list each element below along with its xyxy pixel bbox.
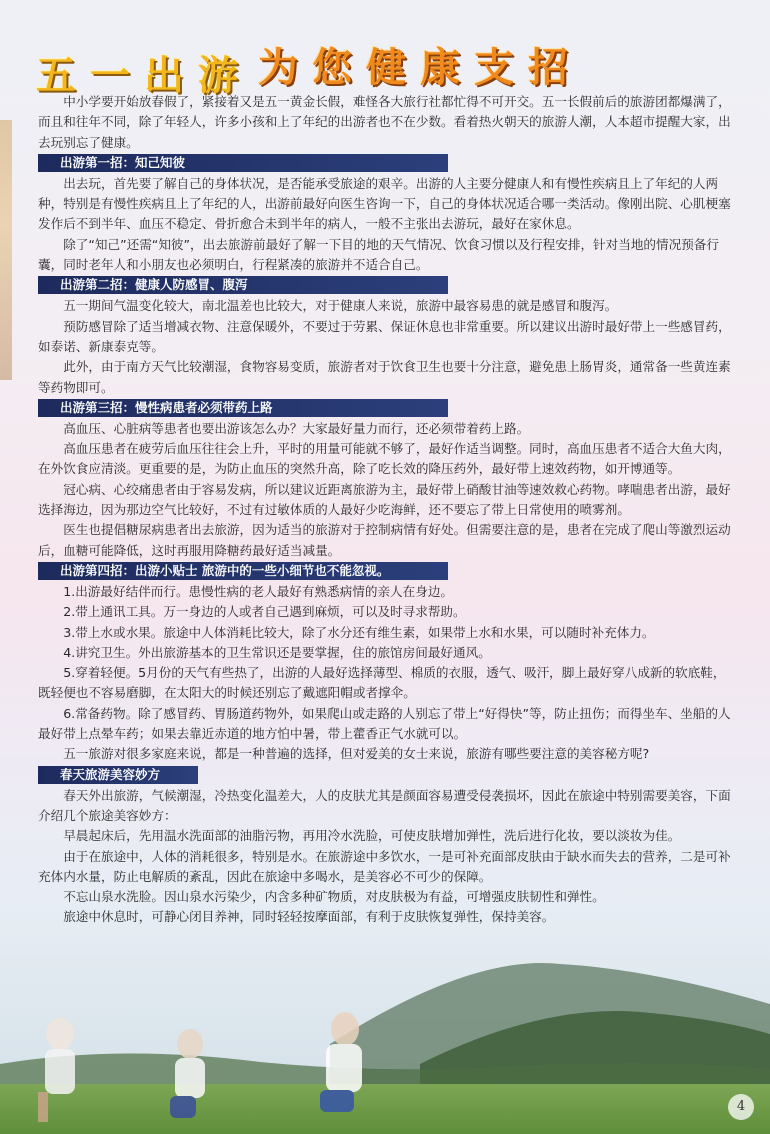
- tip-item: 2.带上通讯工具。万一身边的人或者自己遇到麻烦，可以及时寻求帮助。: [63, 604, 466, 620]
- paragraph: 高血压患者在疲劳后血压往往会上升，平时的用量可能就不够了，最好作适当调整。同时，高血压患者不适合大鱼大肉，在外饮食应清淡。更重要的是，为防止血压的突然升高，除了吃长效的降压药外，最好带上速效药物，如开博通等。: [38, 441, 731, 477]
- scenery-background: [0, 894, 770, 1134]
- paragraph: 预防感冒除了适当增减衣物、注意保暖外，不要过于劳累、保证休息也非常重要。所以建议出游时最好带上一些感冒药，如泰诺、新康泰克等。: [38, 318, 731, 354]
- paragraph: 冠心病、心绞痛患者由于容易发病，所以建议近距离旅游为主，最好带上硝酸甘油等速效救心药物。哮喘患者出游，最好选择海边，因为那边空气比较好，不过有过敏体质的人最好少吃海鲜，还不要忘了带上日常使用的喷雾剂。: [38, 481, 731, 518]
- section-heading: 出游第四招：出游小贴士 旅游中的一些小细节也不能忽视。: [38, 562, 448, 580]
- paragraph: 五一旅游对很多家庭来说，都是一种普遍的选择，但对爱美的女士来说，旅游有哪些要注意的美容秘方呢?: [63, 746, 650, 762]
- paragraph: 除了“知己”还需“知彼”，出去旅游前最好了解一下目的地的天气情况、饮食习惯以及行程安排，针对当地的情况预备行囊，同时老年人和小朋友也必须明白，行程紧凑的旅游并不适合自己。: [38, 236, 719, 273]
- title-part-1: 五一出游: [36, 52, 252, 99]
- section-heading: 春天旅游美容妙方: [38, 766, 198, 784]
- page-title: [0, 36, 770, 99]
- paragraph: 高血压、心脏病等患者也要出游该怎么办？大家最好量力而行，还必须带着药上路。: [63, 420, 530, 436]
- page-number: 4: [728, 1094, 754, 1120]
- paragraph: 此外，由于南方天气比较潮湿，食物容易变质，旅游者对于饮食卫生也要十分注意，避免患上肠胃炎，通常备一些黄连素等药物即可。: [38, 359, 731, 395]
- section-heading: 出游第一招：知己知彼: [38, 154, 448, 172]
- tip-item: 3.带上水或水果。旅途中人体消耗比较大，除了水分还有维生素，如果带上水和水果，可以随时补充体力。: [63, 624, 655, 640]
- paragraph: 春天外出旅游，气候潮湿，冷热变化温差大，人的皮肤尤其是颜面容易遭受侵袭损坏，因此在旅途中特别需要美容，下面介绍几个旅途美容妙方：: [38, 787, 731, 823]
- paragraph: 不忘山泉水洗脸。因山泉水污染少，内含多种矿物质，对皮肤极为有益，可增强皮肤韧性和弹性。: [63, 889, 605, 905]
- section-heading: 出游第三招：慢性病患者必须带药上路: [38, 399, 448, 417]
- paragraph: 早晨起床后，先用温水洗面部的油脂污物，再用冷水洗脸，可使皮肤增加弹性，洗后进行化妆，要以淡妆为佳。: [63, 828, 681, 844]
- paragraph: 五一期间气温变化较大，南北温差也比较大，对于健康人来说，旅游中最容易患的就是感冒和腹泻。: [63, 298, 618, 314]
- article-body: [38, 92, 738, 928]
- title-part-2: 为您健康支招: [258, 44, 582, 91]
- left-photo-strip: [0, 120, 12, 380]
- paragraph: 医生也提倡糖尿病患者出去旅游，因为适当的旅游对于控制病情有好处。但需要注意的是，患者在完成了爬山等激烈运动后，血糖可能降低，这时再服用降糖药最好适当减量。: [38, 522, 731, 558]
- grass-field: [0, 1084, 770, 1134]
- intro-paragraph: 中小学要开始放春假了，紧接着又是五一黄金长假，难怪各大旅行社都忙得不可开交。五一长假前后的旅游团都爆满了，而且和往年不同，除了年轻人，许多小孩和上了年纪的出游者也不在少数。看着热火朝天的旅游人潮，人本超市提醒大家，出去玩别忘了健康。: [38, 94, 731, 150]
- tip-item: 4.讲究卫生。外出旅游基本的卫生常识还是要掌握，住的旅馆房间最好通风。: [63, 644, 491, 660]
- tip-item: 5.穿着轻便。5月份的天气有些热了，出游的人最好选择薄型、棉质的衣服，透气、吸汗，脚上最好穿八成新的软底鞋，既轻便也不容易磨脚，在太阳大的时候还别忘了戴遮阳帽或者撑伞。: [38, 665, 726, 701]
- paragraph: 旅途中休息时，可静心闭目养神，同时轻轻按摩面部，有利于皮肤恢复弹性，保持美容。: [63, 909, 555, 925]
- tip-item: 6.常备药物。除了感冒药、胃肠道药物外，如果爬山或走路的人别忘了带上“好得快”等，防止扭伤；而得坐车、坐船的人最好带上点晕车药；如果去靠近赤道的地方怕中暑，带上藿香正气水就可以。: [38, 705, 731, 742]
- tip-item: 1.出游最好结伴而行。患慢性病的老人最好有熟悉病情的亲人在身边。: [63, 583, 454, 599]
- section-heading: 出游第二招：健康人防感冒、腹泻: [38, 276, 448, 294]
- paragraph: 由于在旅途中，人体的消耗很多，特别是水。在旅游途中多饮水，一是可补充面部皮肤由于缺水而失去的营养，二是可补充体内水量，防止电解质的紊乱，因此在旅途中多喝水，是美容必不可少的保障。: [38, 848, 731, 884]
- paragraph: 出去玩，首先要了解自己的身体状况，是否能承受旅途的艰辛。出游的人主要分健康人和有慢性疾病且上了年纪的人两种，特别是有慢性疾病且上了年纪的人，出游前最好向医生咨询一下，自己的身体状况适合哪一类活动。像刚出院、心肌梗塞发作后不到半年、血压不稳定、骨折愈合未到半年的病人，一般不主张出去游玩，最好在家休息。: [38, 175, 731, 232]
